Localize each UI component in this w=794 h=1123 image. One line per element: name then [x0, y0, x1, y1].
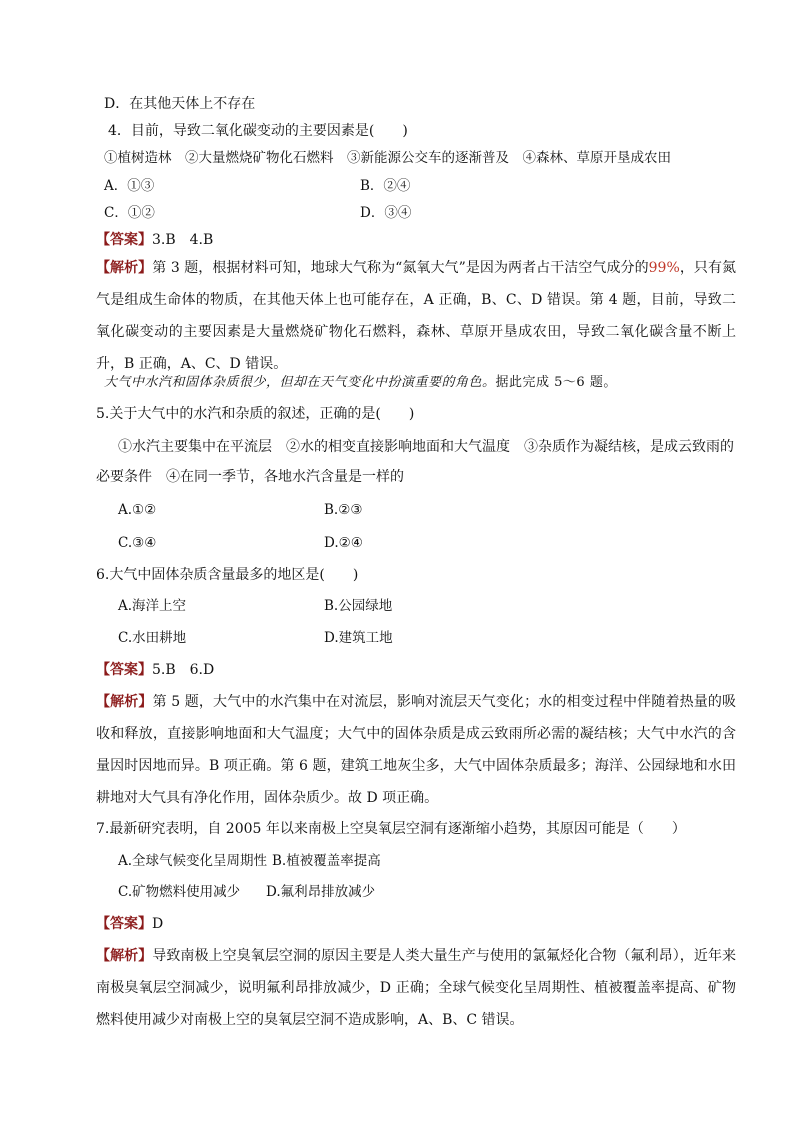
material-text: 大气中水汽和固体杂质很少，但却在天气变化中扮演重要的角色。: [104, 375, 496, 390]
analysis-tag: 【解析】: [96, 260, 153, 276]
q7-stem: 7.最新研究表明，自 2005 年以来南极上空臭氧层空洞有逐渐缩小趋势，其原因可能是（ ）: [96, 821, 686, 837]
answer-text: 3.B 4.B: [152, 232, 214, 248]
answer-tag: 【答案】: [96, 662, 152, 678]
q4-option-c: C．①②: [104, 205, 155, 221]
analysis-text-before: 第 3 题，根据材料可知，地球大气称为“氮氧大气”是因为两者占干洁空气成分的: [152, 260, 649, 276]
q5-stem: 5.关于大气中的水汽和杂质的叙述，正确的是( ): [96, 406, 415, 422]
q6-option-c: C.水田耕地: [118, 630, 187, 646]
q5-option-a: A.①②: [118, 502, 157, 518]
analysis-34: [96, 252, 736, 380]
answer-tag: 【答案】: [96, 916, 152, 932]
analysis-tag: 【解析】: [96, 948, 153, 964]
analysis-text: 导致南极上空臭氧层空洞的原因主要是人类大量生产与使用的氯氟烃化合物（氟利昂），近年来南极臭氧层空洞减少，说明氟利昂排放减少，D 正确；全球气候变化呈周期性、植被覆盖率提高、矿物燃料使用减少对南极上空的臭氧层空洞不造成影响，A、B、C 错误。: [96, 948, 737, 1028]
q5-option-c: C.③④: [118, 535, 157, 551]
q6-stem: 6.大气中固体杂质含量最多的地区是( ): [96, 567, 359, 583]
q7-option-c: C.矿物燃料使用减少: [118, 884, 241, 900]
answer-text: D: [152, 916, 164, 932]
q3-option-d: D．在其他天体上不存在: [104, 96, 256, 112]
answer-text: 5.B 6.D: [152, 662, 215, 678]
q7-option-d: D.氟利昂排放减少: [266, 884, 376, 900]
analysis-7: [96, 940, 736, 1036]
analysis-56: [96, 686, 736, 814]
q4-statements: ①植树造林 ②大量燃烧矿物化石燃料 ③新能源公交车的逐渐普及 ④森林、草原开垦成农田: [104, 150, 671, 166]
q5-option-b: B.②③: [324, 502, 363, 518]
analysis-highlight: 99%: [648, 260, 680, 276]
q7-option-a: A.全球气候变化呈周期性: [118, 853, 268, 869]
answer-tag: 【答案】: [96, 232, 152, 248]
analysis-text-after: ，只有氮气是组成生命体的物质，在其他天体上也可能存在，A 正确，B、C、D 错误。第 4 题，目前，导致二氧化碳变动的主要因素是大量燃烧矿物化石燃料，森林、草原开垦成农田，导致二氧化碳含量不断上升，B 正确，A、C、D 错误。: [96, 260, 737, 372]
answer-56: [96, 660, 214, 680]
q5-option-d: D.②④: [324, 535, 363, 551]
q4-option-d: D．③④: [360, 205, 412, 221]
answer-7: [96, 914, 163, 934]
material-56: [104, 373, 617, 393]
q4-option-b: B．②④: [360, 178, 411, 194]
q5-statements-2: 必要条件 ④在同一季节，各地水汽含量是一样的: [96, 469, 404, 485]
q7-option-b: B.植被覆盖率提高: [272, 853, 381, 869]
q4-stem: 4．目前，导致二氧化碳变动的主要因素是( ): [108, 123, 408, 139]
analysis-tag: 【解析】: [96, 694, 153, 710]
q6-option-a: A.海洋上空: [118, 598, 187, 614]
q4-option-a: A．①③: [104, 178, 155, 194]
answer-34: [96, 230, 213, 250]
q5-statements-1: ①水汽主要集中在平流层 ②水的相变直接影响地面和大气温度 ③杂质作为凝结核，是成云致雨的: [118, 439, 734, 455]
material-text-2: 据此完成 5～6 题。: [495, 375, 617, 390]
q6-option-b: B.公园绿地: [324, 598, 393, 614]
analysis-text: 第 5 题，大气中的水汽集中在对流层，影响对流层天气变化；水的相变过程中伴随着热量的吸收和释放，直接影响地面和大气温度；大气中的固体杂质是成云致雨所必需的凝结核；大气中水汽的含量因时因地而异。B 项正确。第 6 题，建筑工地灰尘多，大气中固体杂质最多；海洋、公园绿地和水田耕地对大气具有净化作用，固体杂质少。故 D 项正确。: [96, 694, 737, 806]
q6-option-d: D.建筑工地: [324, 630, 393, 646]
